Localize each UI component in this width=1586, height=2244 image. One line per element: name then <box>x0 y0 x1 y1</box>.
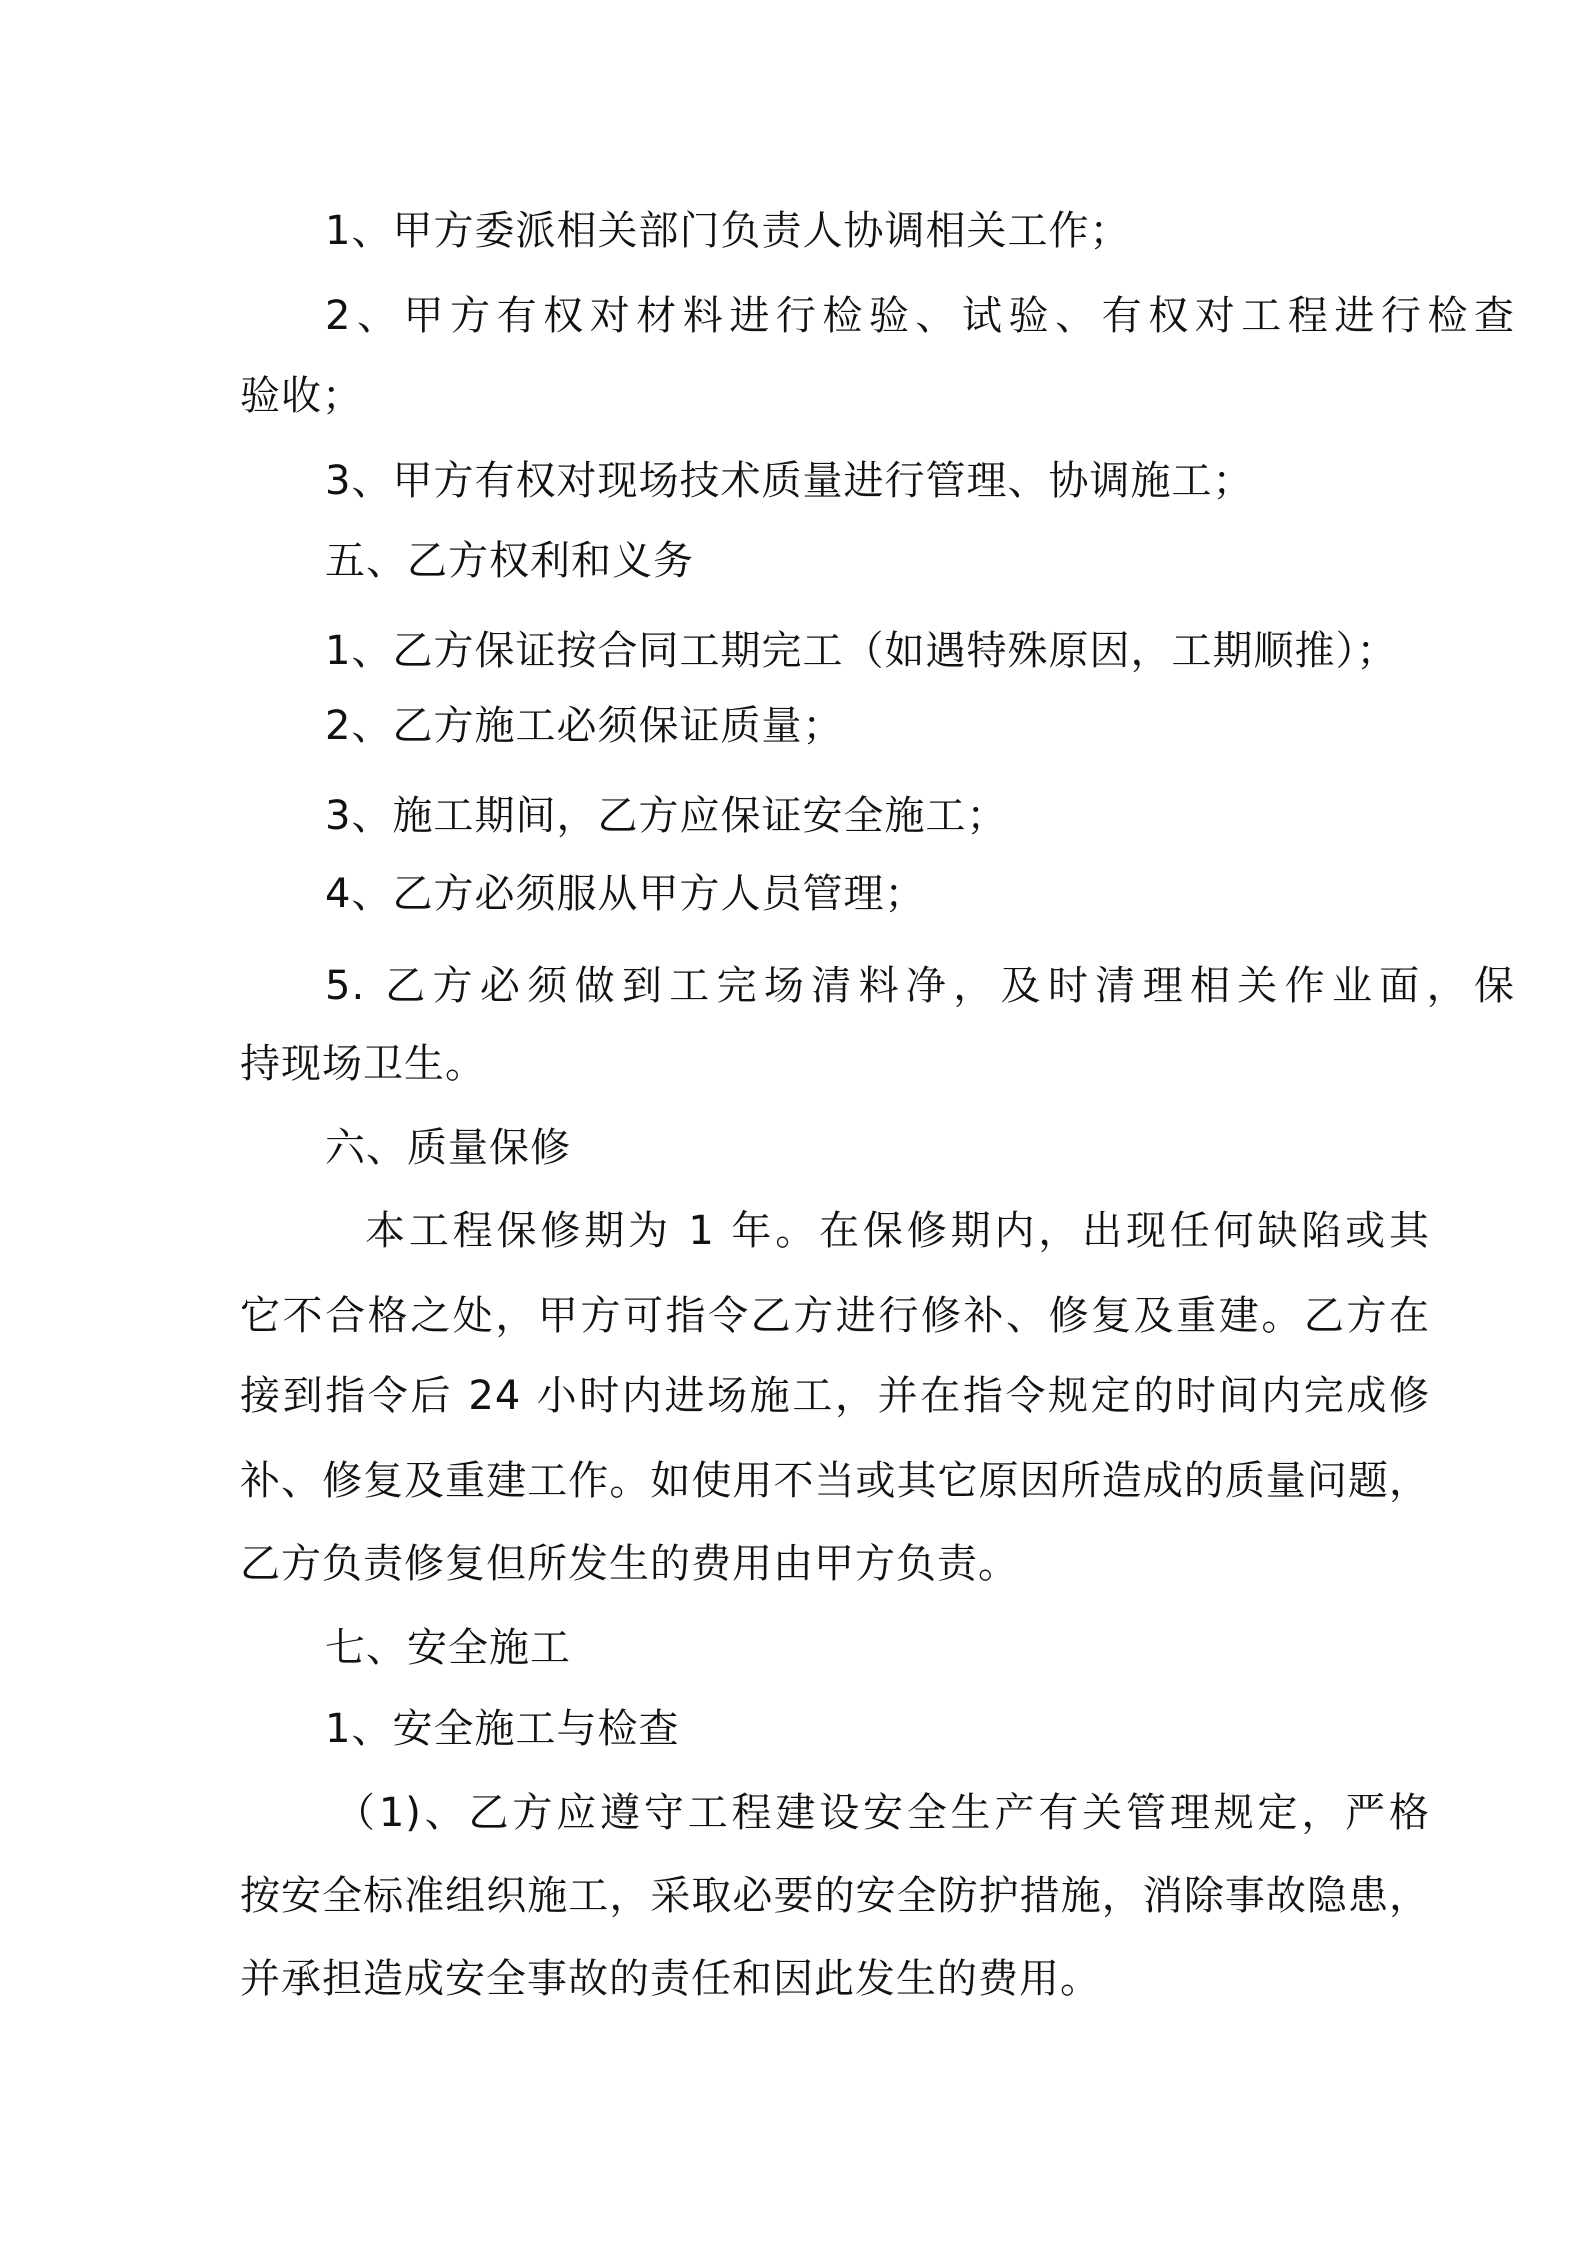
paragraph-line: 补、修复及重建工作。如使用不当或其它原因所造成的质量问题， <box>240 1458 1430 1504</box>
clause-line: 2、甲方有权对材料进行检验、试验、有权对工程进行检查 <box>325 293 1515 339</box>
paragraph-line: 并承担造成安全事故的责任和因此发生的费用。 <box>240 1956 1101 2002</box>
paragraph-line: 它不合格之处，甲方可指令乙方进行修补、修复及重建。乙方在 <box>240 1293 1430 1339</box>
subsection-heading: 1、安全施工与检查 <box>325 1706 680 1752</box>
clause-line: 3、施工期间，乙方应保证安全施工； <box>325 793 1008 839</box>
clause-line: 2、乙方施工必须保证质量； <box>325 703 844 749</box>
clause-line: 持现场卫生。 <box>240 1041 486 1087</box>
paragraph-line: （1)、乙方应遵守工程建设安全生产有关管理规定，严格 <box>335 1790 1430 1836</box>
clause-line: 4、乙方必须服从甲方人员管理； <box>325 871 926 917</box>
section-heading: 六、质量保修 <box>325 1125 571 1171</box>
clause-line: 3、甲方有权对现场技术质量进行管理、协调施工； <box>325 458 1254 504</box>
paragraph-line: 乙方负责修复但所发生的费用由甲方负责。 <box>240 1541 1019 1587</box>
clause-line: 1、乙方保证按合同工期完工（如遇特殊原因，工期顺推）； <box>325 628 1398 674</box>
clause-line: 验收； <box>240 373 363 419</box>
clause-line: 1、甲方委派相关部门负责人协调相关工作； <box>325 208 1131 254</box>
paragraph-line: 接到指令后 24 小时内进场施工，并在指令规定的时间内完成修 <box>240 1373 1430 1419</box>
clause-line: 5. 乙方必须做到工完场清料净，及时清理相关作业面，保 <box>325 963 1515 1009</box>
section-heading: 七、安全施工 <box>325 1625 571 1671</box>
paragraph-line: 本工程保修期为 1 年。在保修期内，出现任何缺陷或其 <box>365 1208 1430 1254</box>
section-heading: 五、乙方权利和义务 <box>325 538 694 584</box>
paragraph-line: 按安全标准组织施工，采取必要的安全防护措施，消除事故隐患， <box>240 1873 1430 1919</box>
